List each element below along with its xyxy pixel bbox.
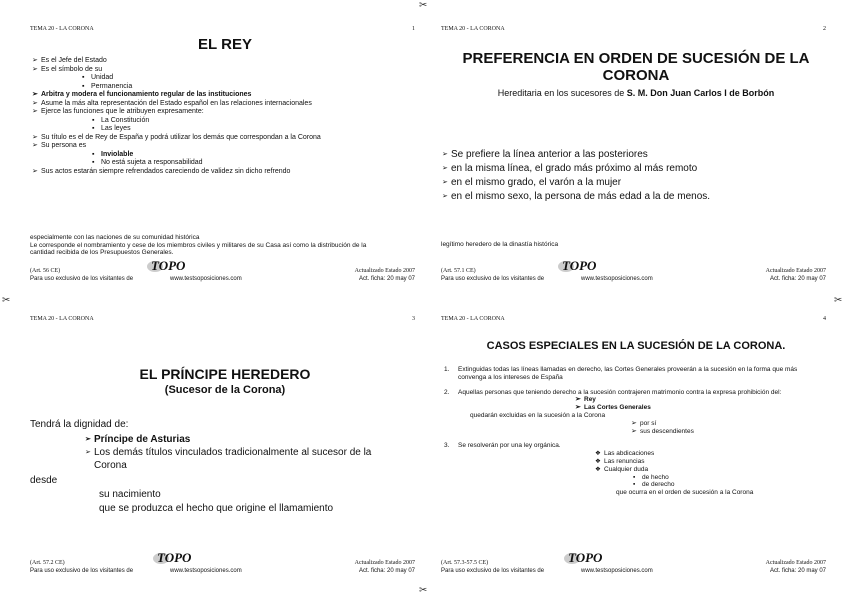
- footer-updated: Actualizado Estado 2007: [354, 560, 415, 566]
- title-list: [94, 433, 394, 472]
- footer-article: (Art. 57.2 CE): [30, 560, 65, 566]
- subtitle: [440, 88, 832, 98]
- case-3: 3. Se resolverán por una ley orgánica.: [444, 442, 561, 450]
- footnote: especialmente con las naciones de su comunidad histórica: [30, 234, 200, 241]
- subtitle-text: Hereditaria en los sucesores de: [497, 88, 627, 98]
- case-text: Aquellas personas que teniendo derecho a la sucesión contrajeren matrimonio contra la expresa prohibición del:: [458, 388, 782, 396]
- footer-date: Act. ficha: 20 may 07: [358, 276, 415, 282]
- sub-item: ➢ por sí: [640, 420, 824, 428]
- list-item: ➢ Los demás títulos vinculados tradicionalmente al sucesor de la Corona: [94, 446, 394, 472]
- page-header: [30, 316, 415, 322]
- subtitle-bold: S. M. Don Juan Carlos I de Borbón: [626, 88, 775, 98]
- sub-item: ➢ Las Cortes Generales: [584, 404, 824, 412]
- footer-updated: Actualizado Estado 2007: [765, 560, 826, 566]
- sub-item: ▪ de hecho: [642, 474, 824, 482]
- footer-updated: Actualizado Estado 2007: [354, 268, 415, 274]
- page-number: 4: [823, 316, 826, 322]
- preference-list: [451, 148, 710, 204]
- list-item: ➢ Ejerce las funciones que le atribuyen expresamente:: [41, 108, 416, 117]
- footer-updated: Actualizado Estado 2007: [765, 268, 826, 274]
- list-item: ➢ en la misma línea, el grado más próximo al más remoto: [451, 162, 710, 176]
- page-header: [30, 26, 415, 32]
- footer-use: Para uso exclusivo de los visitantes de: [441, 568, 545, 574]
- list-item: ➢ Arbitra y modera el funcionamiento regular de las instituciones: [41, 91, 416, 100]
- list-item: que se produzca el hecho que origine el llamamiento: [99, 503, 334, 514]
- page-number: 3: [412, 316, 415, 322]
- logo-icon: TOPO: [568, 550, 603, 565]
- list-item: ➢ Es el símbolo de su: [41, 66, 416, 75]
- sub-item: ▪ de derecho: [642, 481, 824, 489]
- page-title: EL PRÍNCIPE HEREDERO: [139, 366, 311, 382]
- page-subtitle: (Sucesor de la Corona): [164, 384, 286, 396]
- page-title: PREFERENCIA EN ORDEN DE SUCESIÓN DE LA CORONA: [462, 50, 810, 84]
- list-item: su nacimiento: [99, 489, 161, 500]
- page-1: [29, 22, 421, 312]
- desde-label: desde: [30, 475, 58, 486]
- footer-article: (Art. 56 CE): [30, 268, 61, 274]
- list-item: ➢ Su persona es: [41, 142, 416, 151]
- sub-item: ▪ Permanencia: [91, 83, 416, 92]
- page-title: CASOS ESPECIALES EN LA SUCESIÓN DE LA CORONA.: [486, 340, 786, 352]
- list-item: ➢ en el mismo grado, el varón a la mujer: [451, 176, 710, 190]
- content: [41, 57, 416, 176]
- list-item: ➢ Su título es el de Rey de España y podrá utilizar los demás que correspondan a la Corona: [41, 134, 416, 143]
- footer-article: (Art. 57.3-57.5 CE): [441, 560, 489, 566]
- crop-mark-top: ✂: [419, 0, 428, 11]
- list-item: ➢ Es el Jefe del Estado: [41, 57, 416, 66]
- footer-website: www.testsoposiciones.com: [170, 568, 242, 574]
- header-text: TEMA 20 - LA CORONA: [441, 26, 505, 32]
- page-header: [441, 26, 826, 32]
- page-footer: [30, 560, 415, 576]
- case-3-after: que ocurra en el orden de sucesión a la Corona: [616, 489, 754, 497]
- list-item: ➢ Se prefiere la línea anterior a las posteriores: [451, 148, 710, 162]
- list-item: ➢ Príncipe de Asturias: [94, 433, 394, 446]
- logo-icon: TOPO: [562, 258, 597, 273]
- sub-item: ▪ No está sujeta a responsabilidad: [101, 159, 416, 168]
- footer-website: www.testsoposiciones.com: [581, 568, 653, 574]
- header-text: TEMA 20 - LA CORONA: [30, 316, 94, 322]
- page-title: EL REY: [198, 36, 252, 53]
- logo-icon: TOPO: [157, 550, 192, 565]
- intro-text: Tendrá la dignidad de:: [30, 419, 129, 430]
- crop-mark-left: ✂: [2, 295, 11, 306]
- sub-item: ➢ sus descendientes: [640, 428, 824, 436]
- footer-website: www.testsoposiciones.com: [581, 276, 653, 282]
- footer-use: Para uso exclusivo de los visitantes de: [30, 568, 134, 574]
- list-item: ➢ Sus actos estarán siempre refrendados careciendo de validez sin dicho refrendo: [41, 168, 416, 177]
- list-item: ➢ Asume la más alta representación del Estado español en las relaciones internacionales: [41, 100, 416, 109]
- logo-icon: TOPO: [151, 258, 186, 273]
- sub-item: ❖ Las abdicaciones: [604, 450, 824, 458]
- sub-item: ❖ Las renuncias: [604, 458, 824, 466]
- page-number: 1: [412, 26, 415, 32]
- page-2: [440, 22, 832, 312]
- footer-use: Para uso exclusivo de los visitantes de: [441, 276, 545, 282]
- sub-item: ▪ Inviolable: [101, 151, 416, 160]
- header-text: TEMA 20 - LA CORONA: [441, 316, 505, 322]
- footer-date: Act. ficha: 20 may 07: [358, 568, 415, 574]
- footnotes: [30, 234, 390, 257]
- list-item: ➢ en el mismo sexo, la persona de más edad a la de menos.: [451, 190, 710, 204]
- footer-date: Act. ficha: 20 may 07: [769, 568, 826, 574]
- page-header: [441, 316, 826, 322]
- page-footer: [441, 560, 826, 576]
- page-footer: [441, 268, 826, 284]
- cases: [444, 366, 824, 497]
- page-4: [440, 312, 832, 602]
- page-footer: [30, 268, 415, 284]
- case-text: Se resolverán por una ley orgánica.: [458, 442, 561, 450]
- page-3: [29, 312, 421, 602]
- footer-website: www.testsoposiciones.com: [170, 276, 242, 282]
- crop-mark-bottom: ✂: [419, 585, 428, 596]
- footnote: Le corresponde el nombramiento y cese de los miembros civiles y militares de su Casa así como la distribución de la cantidad recibida de los Presupuestos Generales.: [30, 241, 367, 256]
- sub-item: ➢ Rey: [584, 396, 824, 404]
- case-2-after: quedarán excluidas en la sucesión a la Corona: [470, 411, 606, 419]
- page-number: 2: [823, 26, 826, 32]
- case-1: 1. Extinguidas todas las líneas llamadas en derecho, las Cortes Generales proveerán a la sucesión en la forma que más convenga a los intereses de España: [444, 366, 798, 381]
- header-text: TEMA 20 - LA CORONA: [30, 26, 94, 32]
- case-text: Extinguidas todas las líneas llamadas en derecho, las Cortes Generales proveerán a la sucesión en la forma que más convenga a los intereses de España: [458, 366, 798, 381]
- footer-date: Act. ficha: 20 may 07: [769, 276, 826, 282]
- desde-list: [99, 488, 333, 516]
- footer-article: (Art. 57.1 CE): [441, 268, 476, 274]
- footnote: legítimo heredero de la dinastía histórica: [441, 241, 559, 248]
- crop-mark-right: ✂: [834, 295, 843, 306]
- case-2: 2. Aquellas personas que teniendo derecho a la sucesión contrajeren matrimonio contra la expresa prohibición del:: [444, 388, 782, 396]
- sub-item: ▪ Unidad: [91, 74, 416, 83]
- sub-item: ▪ La Constitución: [101, 117, 416, 126]
- sub-item: ❖ Cualquier duda: [604, 466, 824, 474]
- footer-use: Para uso exclusivo de los visitantes de: [30, 276, 134, 282]
- sub-item: ▪ Las leyes: [101, 125, 416, 134]
